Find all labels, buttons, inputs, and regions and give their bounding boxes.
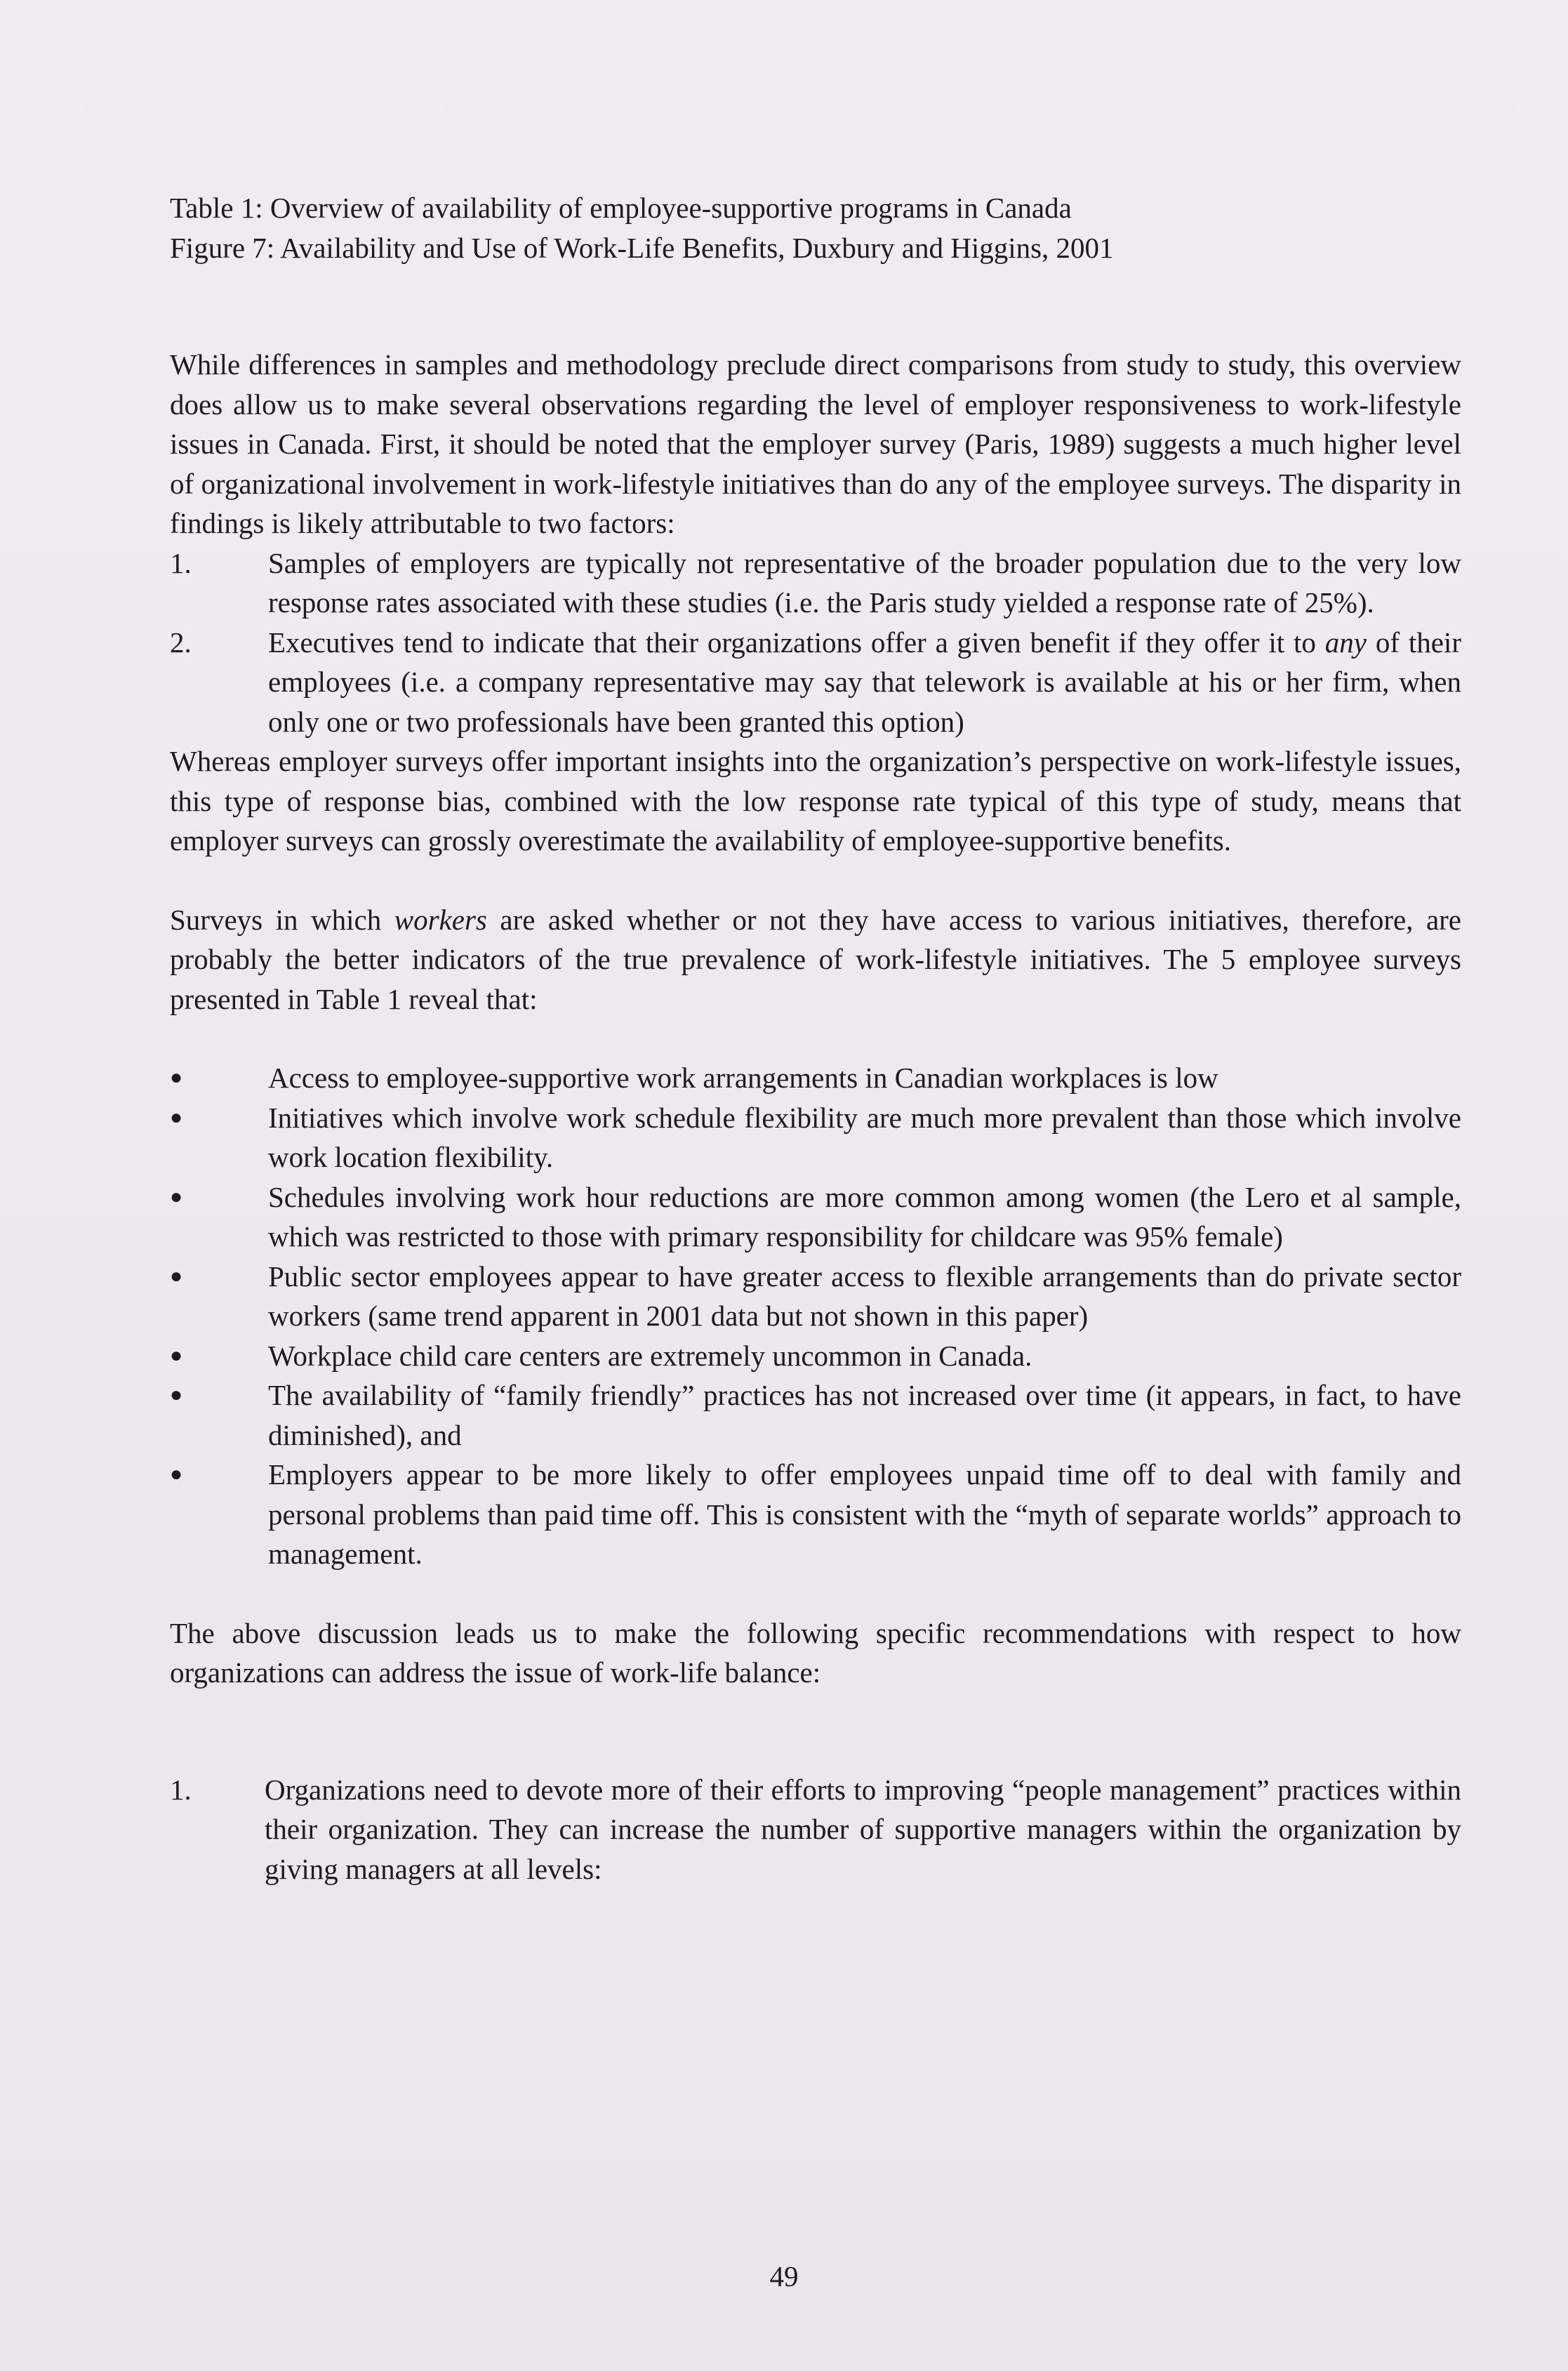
finding-item xyxy=(170,1257,1461,1336)
factor-number: 2. xyxy=(170,626,192,659)
bullet-icon: ● xyxy=(170,1264,183,1288)
factor-item xyxy=(170,623,1461,742)
finding-text: The availability of “family friendly” practices has not increased over time (it appears, in fact, to have diminished), and xyxy=(268,1379,1461,1451)
findings-list xyxy=(170,1058,1461,1574)
paragraph-worker-surveys xyxy=(170,900,1461,1019)
finding-text: Workplace child care centers are extremely uncommon in Canada. xyxy=(268,1339,1032,1372)
bullet-icon: ● xyxy=(170,1343,183,1367)
finding-item xyxy=(170,1455,1461,1574)
recommendation-text: Organizations need to devote more of their efforts to improving “people management” practices within their organization. They can increase the number of supportive managers within the organization by giving managers at all levels: xyxy=(265,1773,1461,1885)
bullet-icon: ● xyxy=(170,1383,183,1406)
page-content xyxy=(170,188,1461,1889)
page-number: 49 xyxy=(769,2260,799,2292)
figure-caption: Figure 7: Availability and Use of Work-Life Benefits, Duxbury and Higgins, 2001 xyxy=(170,231,1114,264)
table-caption: Table 1: Overview of availability of employee-supportive programs in Canada xyxy=(170,192,1072,224)
finding-text: Initiatives which involve work schedule flexibility are much more prevalent than those which involve work location flexibility. xyxy=(268,1101,1461,1173)
factor-text-before: Executives tend to indicate that their organizations offer a given benefit if they offer it to xyxy=(268,626,1325,659)
finding-text: Access to employee-supportive work arrangements in Canadian workplaces is low xyxy=(268,1062,1218,1094)
bullet-icon: ● xyxy=(170,1462,183,1486)
bullet-icon: ● xyxy=(170,1105,183,1129)
factor-text-after: of their employees (i.e. a company representative may say that telework is available at his or her firm, when only one or two professionals have been granted this option) xyxy=(268,626,1461,738)
paragraph-employer-surveys: Whereas employer surveys offer important insights into the organization’s perspective on work-lifestyle issues, this type of response bias, combined with the low response rate typical of this type of study, means that employer surveys can grossly overestimate the availability of employee-supportive benefits. xyxy=(170,745,1461,857)
paragraph-observations: While differences in samples and methodology preclude direct comparisons from study to study, this overview does allow us to make several observations regarding the level of employer responsiveness to work-lifestyle issues in Canada. First, it should be noted that the employer survey (Paris, 1989) suggests a much higher level of organizational involvement in work-lifestyle initiatives than do any of the employee surveys. The disparity in findings is likely attributable to two factors: xyxy=(170,348,1461,539)
finding-item xyxy=(170,1177,1461,1257)
recommendations-list xyxy=(170,1770,1461,1889)
factor-text: Samples of employers are typically not representative of the broader population due to the very low response rates associated with these studies (i.e. the Paris study yielded a response rate of 25%). xyxy=(268,546,1461,619)
factor-emphasis: any xyxy=(1324,626,1367,659)
factor-item xyxy=(170,543,1461,623)
finding-text: Public sector employees appear to have greater access to flexible arrangements than do private sector workers (same trend apparent in 2001 data but not shown in this paper) xyxy=(268,1260,1461,1332)
paragraph-worker-surveys-emphasis: workers xyxy=(394,903,487,936)
finding-text: Employers appear to be more likely to offer employees unpaid time off to deal with family and personal problems than paid time off. This is consistent with the “myth of separate worlds” approach to management. xyxy=(268,1458,1461,1570)
bullet-icon: ● xyxy=(170,1184,183,1208)
finding-text: Schedules involving work hour reductions are more common among women (the Lero et al sample, which was restricted to those with primary responsibility for childcare was 95% female) xyxy=(268,1180,1461,1253)
finding-item xyxy=(170,1375,1461,1455)
paragraph-worker-surveys-before: Surveys in which xyxy=(170,903,394,936)
factors-list xyxy=(170,543,1461,742)
finding-item xyxy=(170,1058,1461,1098)
bullet-icon: ● xyxy=(170,1066,183,1089)
finding-item xyxy=(170,1098,1461,1177)
paragraph-worker-surveys-after: are asked whether or not they have access to various initiatives, therefore, are probably the better indicators of the true prevalence of work-lifestyle initiatives. The 5 employee surveys presented in Table 1 reveal that: xyxy=(170,903,1461,1015)
finding-item xyxy=(170,1336,1461,1376)
factor-number: 1. xyxy=(170,546,192,579)
recommendation-number: 1. xyxy=(170,1773,192,1806)
paragraph-recommendations-intro: The above discussion leads us to make the following specific recommendations with respect to how organizations can address the issue of work-life balance: xyxy=(170,1616,1461,1689)
recommendation-item xyxy=(170,1770,1461,1889)
